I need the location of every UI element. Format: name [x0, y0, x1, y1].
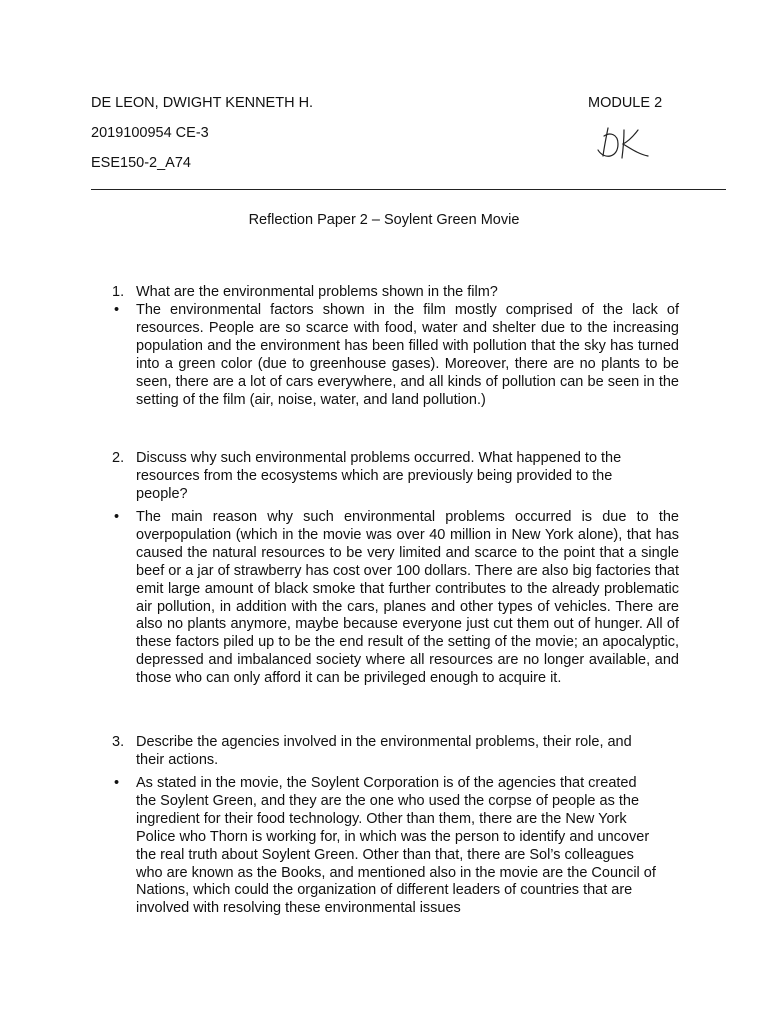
bullet-icon: •	[114, 775, 120, 791]
question-number: 1.	[112, 284, 125, 300]
question-text: What are the environmental problems shown in the film?	[136, 284, 498, 300]
question-text: Describe the agencies involved in the environmental problems, their role, and their actions.	[136, 734, 632, 768]
question-text: Discuss why such environmental problems occurred. What happened to the resources from the ecosystems which are previously being provided to the people?	[136, 450, 622, 502]
module-label: MODULE 2	[588, 95, 663, 111]
page-title: Reflection Paper 2 – Soylent Green Movie	[248, 212, 520, 228]
answer-text: As stated in the movie, the Soylent Corporation is of the agencies that created the Soylent Green, and they are the one who used the corpse of people as the ingredient for their food technology. Other than them, there are the New York Police who Thorn is working for, in which was the person to identify and uncover the real truth about Soylent Green. Other than that, there are Sol’s colleagues who are known as the Books, and mentioned also in the movie are the Council of Nations, which could the organization of different leaders of countries that are involved with resolving these environmental issues	[136, 775, 656, 917]
question-3	[112, 734, 652, 770]
answer-text: The main reason why such environmental problems occurred is due to the overpopulation (which in the movie was over 40 million in New York alone), that has caused the natural resources to be very limited and scarce to the point that a single beef or a jar of strawberry has cost over 100 dollars. There are also big factories that emit large amount of black smoke that further contributes to the already problematic air pollution, in addition with the cars, planes and other types of vehicles. There are also no plants anymore, maybe because everyone just cut them out of hunger. All of these factors piled up to be the end result of the setting of the movie; an apocalyptic, depressed and imbalanced society where all resources are no longer available, and those who can only afford it can be privileged enough to acquire it.	[136, 509, 679, 687]
question-number: 2.	[112, 450, 125, 466]
question-number: 3.	[112, 734, 125, 750]
question-2	[112, 450, 652, 504]
question-1	[112, 284, 652, 302]
answer-2	[112, 509, 679, 688]
course-code: ESE150-2_A74	[91, 155, 191, 171]
bullet-icon: •	[114, 302, 120, 318]
answer-1	[112, 302, 679, 409]
signature	[594, 120, 652, 164]
student-name: DE LEON, DWIGHT KENNETH H.	[91, 95, 314, 111]
student-id: 2019100954 CE-3	[91, 125, 209, 141]
answer-text: The environmental factors shown in the film mostly comprised of the lack of resources. People are so scarce with food, water and shelter due to the increasing population and the environment has been filled with pollution that the sky has turned into a green color (due to greenhouse gases). Moreover, there are no plants to be seen, there are a lot of cars everywhere, and all kinds of pollution can be seen in the setting of the film (air, noise, water, and land pollution.)	[136, 302, 679, 408]
bullet-icon: •	[114, 509, 120, 525]
answer-3	[112, 775, 657, 918]
header-divider	[91, 189, 726, 190]
